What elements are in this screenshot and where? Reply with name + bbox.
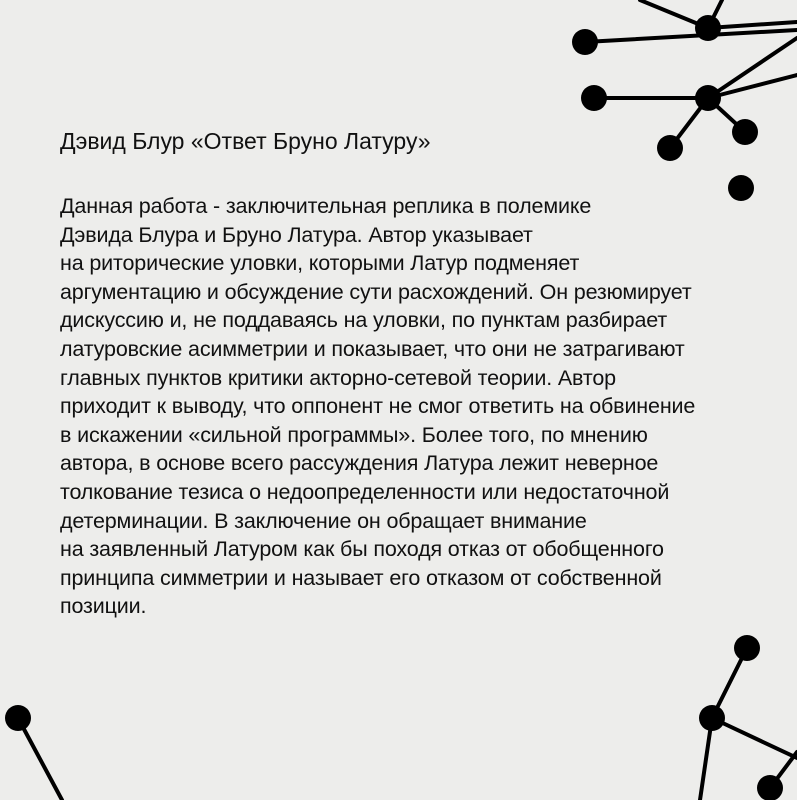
article-title: Дэвид Блур «Ответ Бруно Латуру» <box>60 128 431 154</box>
body-line: на риторические уловки, которыми Латур подменяет <box>60 251 580 276</box>
body-line: аргументацию и обсуждение сути расхождений. Он резюмирует <box>60 279 692 304</box>
body-line: автора, в основе всего рассуждения Латура лежит неверное <box>60 451 659 476</box>
network-bottom-left <box>5 705 62 800</box>
body-line: принципа симметрии и называет его отказом от собственной <box>60 565 662 590</box>
body-line: дискуссию и, не поддаваясь на уловки, по пунктам разбирает <box>60 308 668 333</box>
network-bottom-right <box>699 635 797 800</box>
body-line: Дэвида Блура и Бруно Латура. Автор указывает <box>60 222 533 247</box>
body-line: приходит к выводу, что оппонент не смог ответить на обвинение <box>60 394 696 419</box>
body-line: толкование тезиса о недоопределенности или недостаточной <box>60 479 670 504</box>
body-line: позиции. <box>60 594 147 619</box>
body-line: латуровские асимметрии и показывает, что они не затрагивают <box>60 336 685 361</box>
body-line: детерминации. В заключение он обращает внимание <box>60 508 587 533</box>
body-line: в искажении «сильной программы». Более того, по мнению <box>60 422 648 447</box>
body-line: главных пунктов критики акторно-сетевой теории. Автор <box>60 365 616 390</box>
network-top-right <box>572 0 797 201</box>
body-line: Данная работа - заключительная реплика в полемике <box>60 194 592 218</box>
body-line: на заявленный Латуром как бы походя отказ от обобщенного <box>60 537 664 562</box>
article-body <box>60 192 695 621</box>
